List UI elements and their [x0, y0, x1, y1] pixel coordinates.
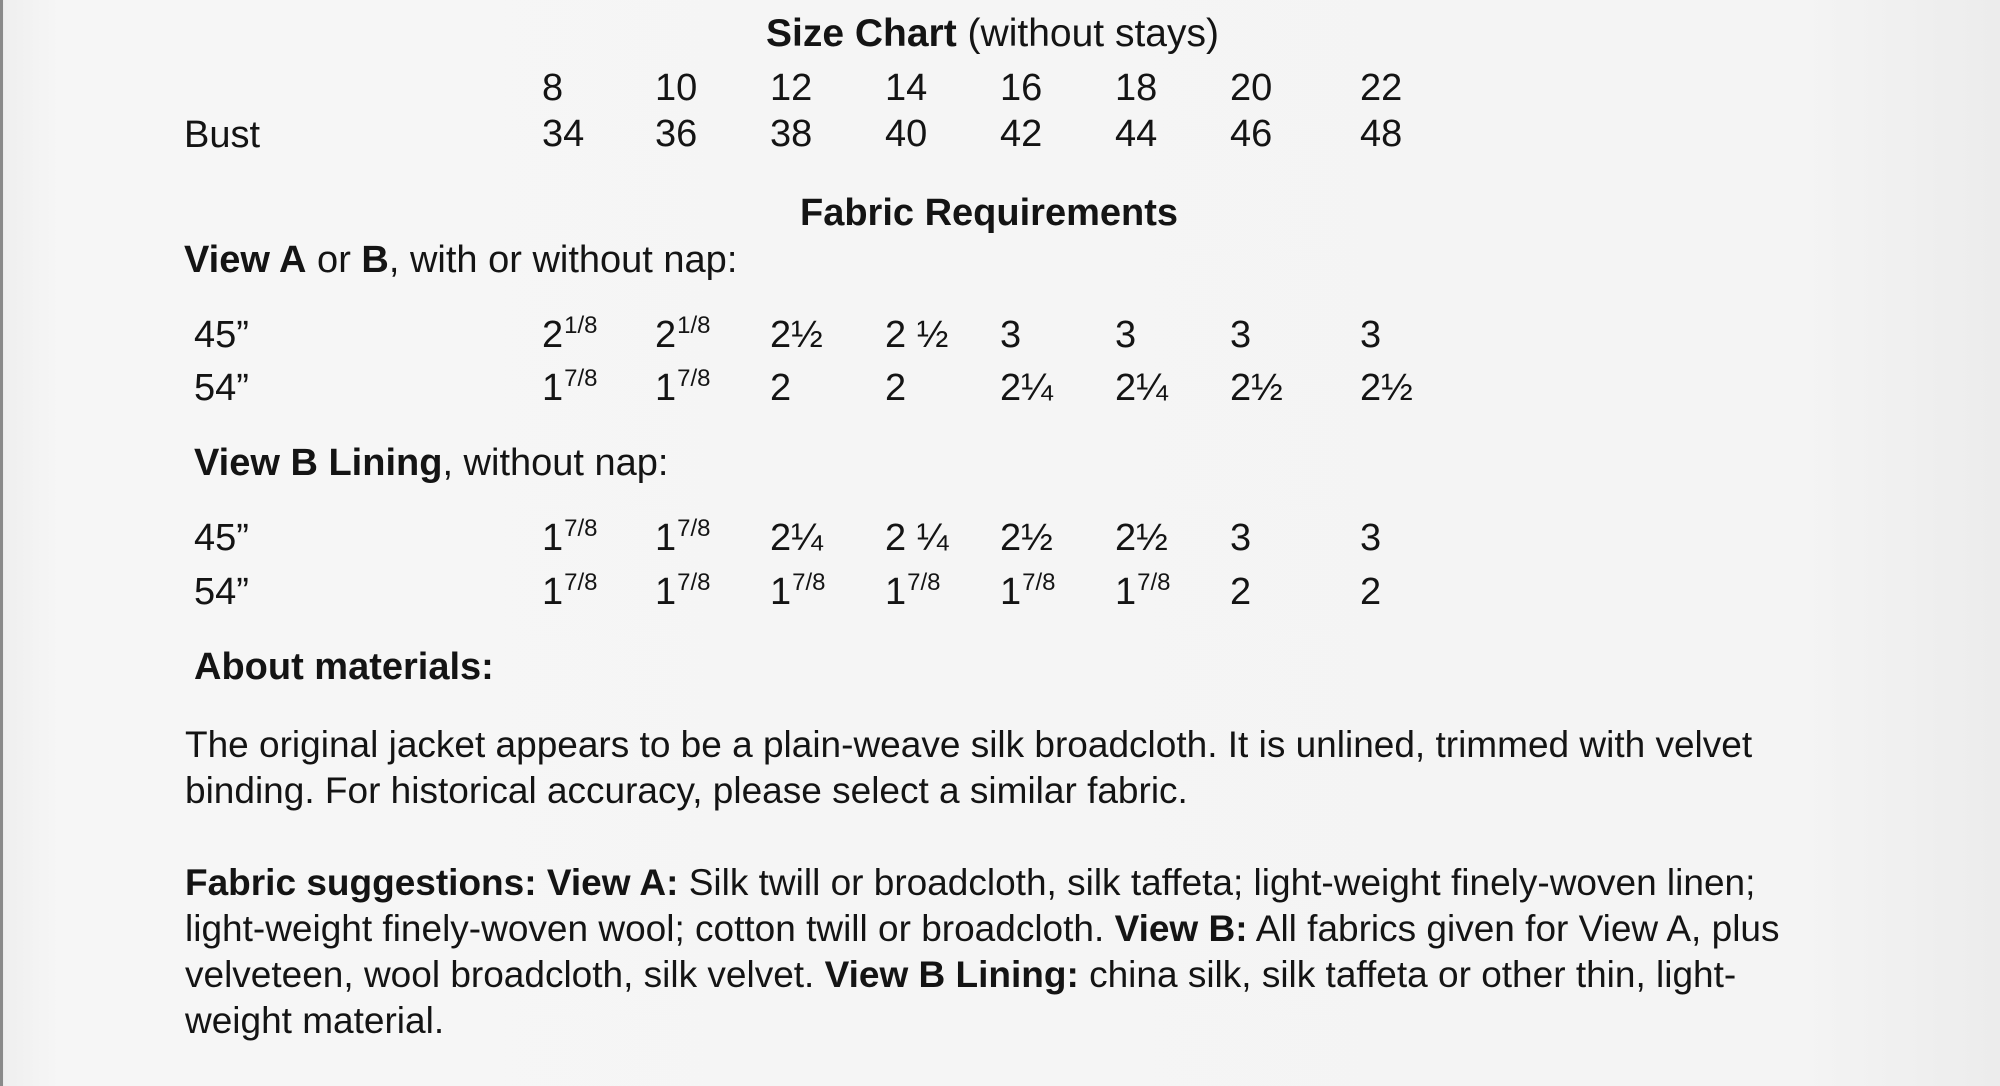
fabric-suggestions-paragraph	[185, 860, 1805, 1044]
view-ab-cell: $2^{1/8}$	[655, 312, 711, 356]
view-b-lining-cell: 2 ¼	[885, 517, 949, 559]
view-b-lining-label: View B Lining	[194, 442, 443, 484]
view-ab-cell: 3	[1230, 314, 1252, 356]
suggestions-view-b-lining-label: View B Lining:	[824, 954, 1079, 995]
view-b-lining-cell: 3	[1230, 517, 1252, 559]
view-b-lining-cell: $1^{7/8}$	[542, 515, 598, 559]
view-ab-cell: 2¼	[1000, 367, 1053, 409]
view-b-lining-cell: $1^{7/8}$	[655, 569, 711, 613]
size-cell-6: 18	[1115, 67, 1158, 109]
view-b-lining-cell: 2½	[1000, 517, 1053, 559]
view-ab-cell: 2½	[1230, 367, 1283, 409]
view-b-lining-cell: 3	[1360, 517, 1382, 559]
heading-or: or	[306, 239, 362, 281]
bust-cell-4: 40	[885, 113, 928, 155]
view-b-lining-row-label: 45”	[194, 517, 249, 559]
about-materials-paragraph: The original jacket appears to be a plain-weave silk broadcloth. It is unlined, trimmed with velvet binding. For historical accuracy, please select a similar fabric.	[185, 724, 1753, 811]
view-b-lining-cell: 2	[1230, 571, 1252, 613]
bust-cell-1: 34	[542, 113, 585, 155]
size-cell-7: 20	[1230, 67, 1273, 109]
view-ab-row-label: 45”	[194, 314, 249, 356]
view-ab-cell: $1^{7/8}$	[655, 365, 711, 409]
suggestions-lead: Fabric suggestions:	[185, 862, 537, 903]
view-ab-cell: 3	[1360, 314, 1382, 356]
view-ab-cell: $2^{1/8}$	[542, 312, 598, 356]
suggestions-view-b-text: All fabrics given for View A, plus velveteen, wool broadcloth, silk velvet.	[185, 908, 1780, 995]
size-chart-title-bold: Size Chart	[766, 12, 957, 55]
view-ab-cell: 2	[770, 367, 792, 409]
view-ab-cell: 2¼	[1115, 367, 1168, 409]
suggestions-view-a-text: Silk twill or broadcloth, silk taffeta; light-weight finely-woven linen; light-weight finely-woven wool; cotton twill or broadcloth.	[185, 862, 1756, 949]
suggestions-view-b-lining-text: china silk, silk taffeta or other thin, light-weight material.	[185, 954, 1737, 1041]
size-cell-5: 16	[1000, 67, 1043, 109]
size-chart-title	[766, 14, 1219, 53]
bust-label: Bust	[184, 114, 261, 156]
size-cell-8: 22	[1360, 67, 1403, 109]
bust-cell-3: 38	[770, 113, 813, 155]
heading-rest: , with or without nap:	[388, 239, 738, 281]
view-b-lining-cell: 2¼	[770, 517, 823, 559]
view-ab-cell: 2½	[770, 314, 823, 356]
size-cell-1: 8	[542, 67, 564, 109]
view-b-label: B	[361, 239, 389, 281]
fabric-requirements-title: Fabric Requirements	[800, 192, 1178, 234]
size-cell-3: 12	[770, 67, 813, 109]
view-b-lining-cell: $1^{7/8}$	[655, 515, 711, 559]
view-ab-cell: 2 ½	[885, 314, 949, 356]
view-b-lining-cell: $1^{7/8}$	[1115, 569, 1171, 613]
view-ab-cell: $1^{7/8}$	[542, 365, 598, 409]
view-b-lining-cell: $1^{7/8}$	[770, 569, 826, 613]
view-b-lining-cell: $1^{7/8}$	[885, 569, 941, 613]
view-ab-cell: 3	[1000, 314, 1022, 356]
view-b-lining-cell: 2½	[1115, 517, 1168, 559]
bust-cell-7: 46	[1230, 113, 1273, 155]
view-ab-cell: 2	[885, 367, 907, 409]
view-ab-heading	[184, 241, 737, 279]
size-cell-4: 14	[885, 67, 928, 109]
view-b-lining-row-label: 54”	[194, 571, 249, 613]
size-cell-2: 10	[655, 67, 698, 109]
heading-rest: , without nap:	[442, 442, 669, 484]
view-b-lining-heading	[194, 444, 668, 482]
view-b-lining-cell: 2	[1360, 571, 1382, 613]
view-ab-cell: 2½	[1360, 367, 1413, 409]
view-ab-row-label: 54”	[194, 367, 249, 409]
view-a-label: View A	[184, 239, 307, 281]
bust-cell-8: 48	[1360, 113, 1403, 155]
size-chart-title-rest: (without stays)	[956, 12, 1219, 55]
page-edge	[0, 0, 3, 1086]
view-b-lining-cell: $1^{7/8}$	[1000, 569, 1056, 613]
bust-cell-6: 44	[1115, 113, 1158, 155]
suggestions-view-b-label: View B:	[1114, 908, 1248, 949]
about-materials-title: About materials:	[194, 646, 494, 688]
view-ab-cell: 3	[1115, 314, 1137, 356]
bust-cell-5: 42	[1000, 113, 1043, 155]
bust-cell-2: 36	[655, 113, 698, 155]
suggestions-view-a-label: View A:	[546, 862, 679, 903]
view-b-lining-cell: $1^{7/8}$	[542, 569, 598, 613]
